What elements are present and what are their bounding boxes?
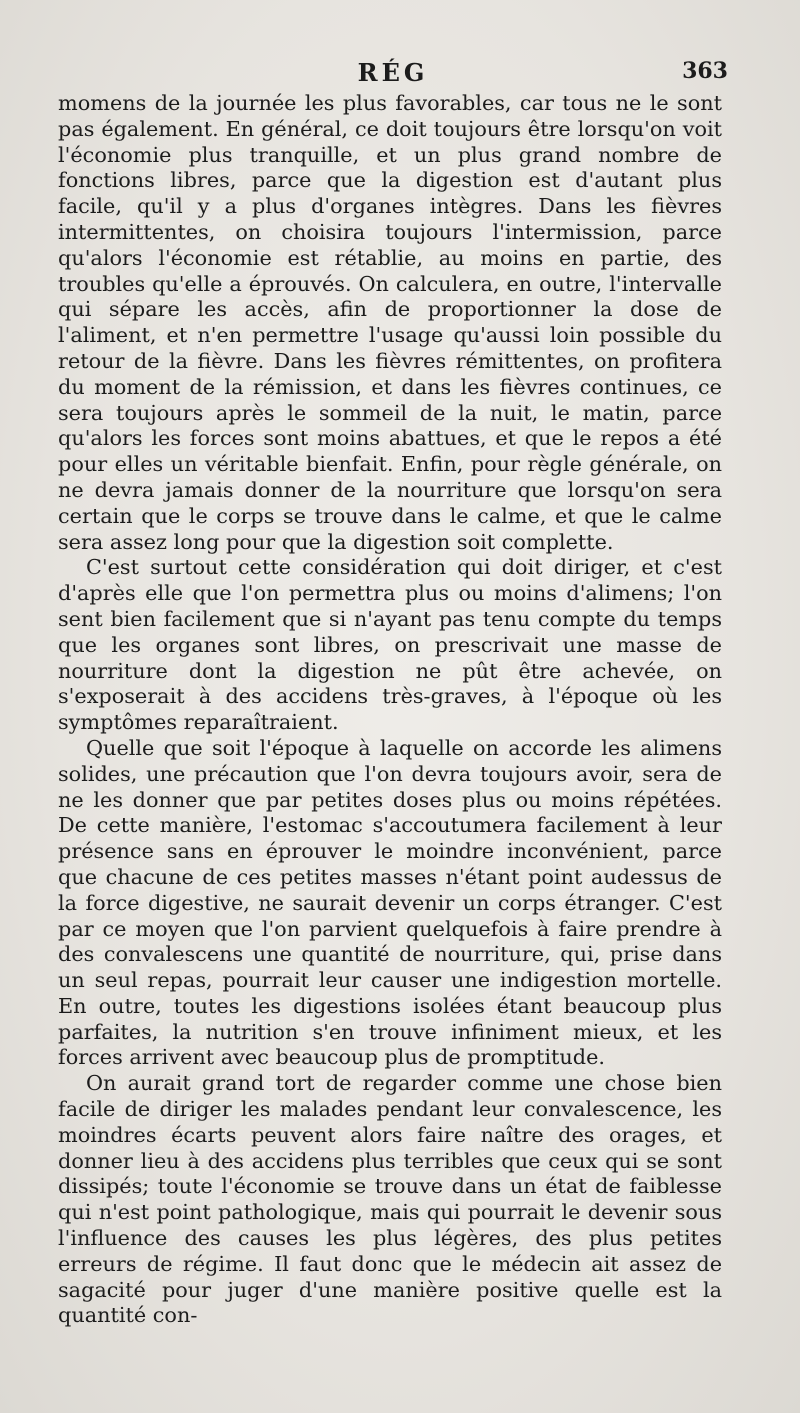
paragraph: C'est surtout cette considération qui doit diriger, et c'est d'après elle que l'on permettra plus ou moins d'alimens; l'on sent bien facilement que si n'ayant pas tenu compte du temps que les organes sont libres, on prescrivait une masse de nourriture dont la digestion ne pût être achevée, on s'exposerait à des accidens très-graves, à l'époque où les symptômes reparaîtraient. (58, 555, 722, 735)
body-text (58, 91, 722, 1329)
paragraph: momens de la journée les plus favorables, car tous ne le sont pas également. En général, ce doit toujours être lorsqu'on voit l'économie plus tranquille, et un plus grand nombre de fonctions libres, parce que la digestion est d'autant plus facile, qu'il y a plus d'organes intègres. Dans les fièvres intermittentes, on choisira toujours l'intermission, parce qu'alors l'économie est rétablie, au moins en partie, des troubles qu'elle a éprouvés. On calculera, en outre, l'intervalle qui sépare les accès, afin de proportionner la dose de l'aliment, et n'en permettre l'usage qu'aussi loin possible du retour de la fièvre. Dans les fièvres rémittentes, on profitera du moment de la rémission, et dans les fièvres continues, ce sera toujours après le sommeil de la nuit, le matin, parce qu'alors les forces sont moins abattues, et que le repos a été pour elles un véritable bienfait. Enfin, pour règle générale, on ne devra jamais donner de la nourriture que lorsqu'on sera certain que le corps se trouve dans le calme, et que le calme sera assez long pour que la digestion soit complette. (58, 91, 722, 554)
page-number: 363 (682, 58, 728, 84)
running-head: RÉG (357, 58, 429, 87)
paragraph: Quelle que soit l'époque à laquelle on accorde les alimens solides, une précaution que l'on devra toujours avoir, sera de ne les donner que par petites doses plus ou moins répétées. De cette manière, l'estomac s'accoutumera facilement à leur présence sans en éprouver le moindre inconvénient, parce que chacune de ces petites masses n'étant point audessus de la force digestive, ne saurait devenir un corps étranger. C'est par ce moyen que l'on parvient quelquefois à faire prendre à des convalescens une quantité de nourriture, qui, prise dans un seul repas, pourrait leur causer une indigestion mortelle. En outre, toutes les digestions isolées étant beaucoup plus parfaites, la nutrition s'en trouve infiniment mieux, et les forces arrivent avec beaucoup plus de promptitude. (58, 735, 722, 1070)
page-header (58, 58, 728, 88)
paragraph: On aurait grand tort de regarder comme une chose bien facile de diriger les malades pendant leur convalescence, les moindres écarts peuvent alors faire naître des orages, et donner lieu à des accidens plus terribles que ceux qui se sont dissipés; toute l'économie se trouve dans un état de faiblesse qui n'est point pathologique, mais qui pourrait le devenir sous l'influence des causes les plus légères, des plus petites erreurs de régime. Il faut donc que le médecin ait assez de sagacité pour juger d'une manière positive quelle est la quantité con- (58, 1071, 722, 1328)
